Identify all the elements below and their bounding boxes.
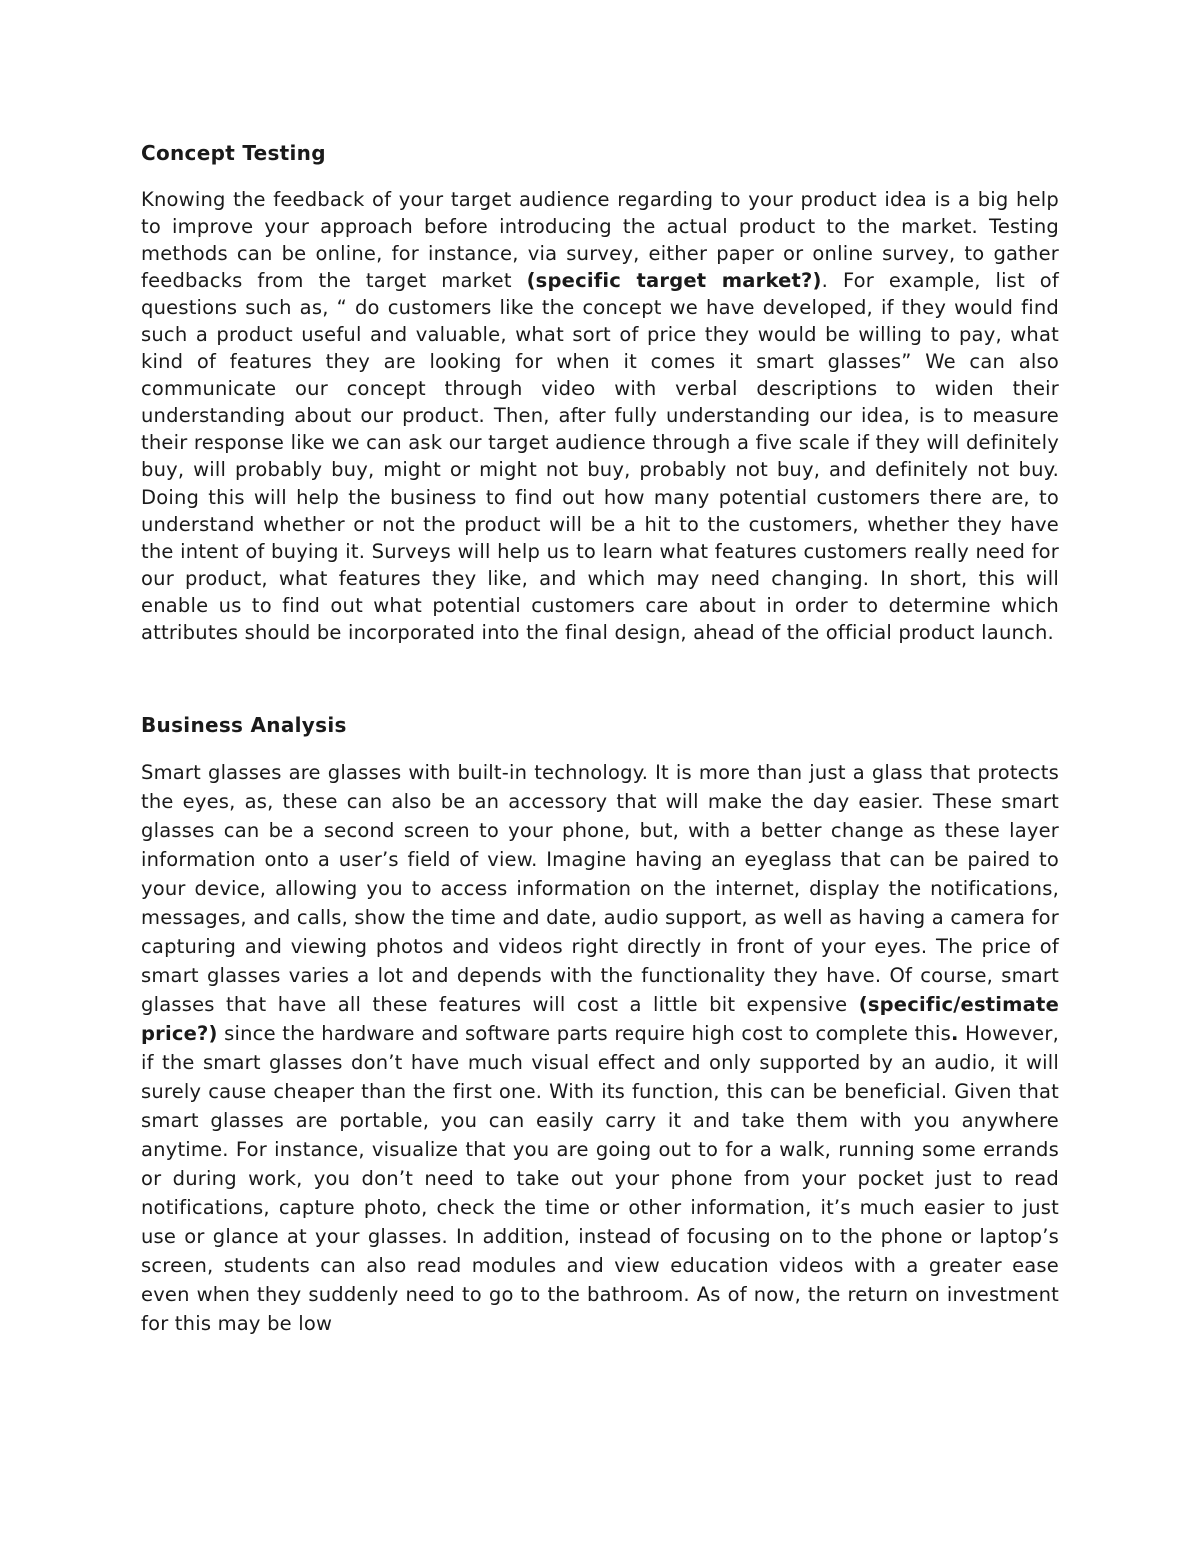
business-analysis-text-1: Smart glasses are glasses with built-in technology. It is more than just a glass that protects the eyes, as, these can also be an accessory that will make the day easier. These smart glasses can be a second screen to your phone, but, with a better change as these layer information onto a user’s field of view. Imagine having an eyeglass that can be paired to your device, allowing you to access information on the internet, display the notifications, messages, and calls, show the time and date, audio support, as well as having a camera for capturing and viewing photos and videos right directly in front of your eyes. The price of smart glasses varies a lot and depends with the functionality they have. Of course, smart glasses that have all these features will cost a little bit expensive — [141, 760, 1059, 1016]
business-analysis-bold-note: (specific/estimate price?) — [141, 992, 1059, 1045]
concept-testing-text-1: Knowing the feedback of your target audience regarding to your product idea is a big help to improve your approach before introducing the actual product to the market. Testing methods can be online, for instance, via survey, either paper or online survey, to gather feedbacks from the target market — [141, 188, 1059, 293]
business-analysis-text-2: since the hardware and software parts require high cost to complete this — [217, 1021, 952, 1045]
concept-testing-bold-note: (specific target market?) — [526, 269, 822, 293]
business-analysis-text-3: However, if the smart glasses don’t have much visual effect and only supported by an audio, it will surely cause cheaper than the first one. With its function, this can be beneficial. Given that smart glasses are portable, you can easily carry it and take them with you anywhere anytime. For instance, visualize that you are going out to for a walk, running some errands or during work, you don’t need to take out your phone from your pocket just to read notifications, capture photo, check the time or other information, it’s much easier to just use or glance at your glasses. In addition, instead of focusing on to the phone or laptop’s screen, students can also read modules and view education videos with a greater ease even when they suddenly need to go to the bathroom. As of now, the return on investment for this may be low — [141, 1021, 1059, 1335]
business-analysis-bold-period: . — [951, 1021, 959, 1045]
concept-testing-paragraph — [141, 186, 1059, 646]
business-analysis-paragraph — [141, 758, 1059, 1338]
concept-testing-text-2: . For example, list of questions such as, “ do customers like the concept we have developed, if they would find such a product useful and valuable, what sort of price they would be willing to pay, what kind of features they are looking for when it comes it smart glasses” We can also communicate our concept through video with verbal descriptions to widen their understanding about our product. Then, after fully understanding our idea, is to measure their response like we can ask our target audience through a five scale if they will definitely buy, will probably buy, might or might not buy, probably not buy, and definitely not buy. Doing this will help the business to find out how many potential customers there are, to understand whether or not the product will be a hit to the customers, whether they have the intent of buying it. Surveys will help us to learn what features customers really need for our product, what features they like, and which may need changing. In short, this will enable us to find out what potential customers care about in order to determine which attributes should be incorporated into the final design, ahead of the official product launch. — [141, 269, 1059, 644]
concept-testing-heading: Concept Testing — [141, 141, 326, 165]
business-analysis-heading: Business Analysis — [141, 712, 347, 737]
document-page — [141, 138, 1059, 1338]
